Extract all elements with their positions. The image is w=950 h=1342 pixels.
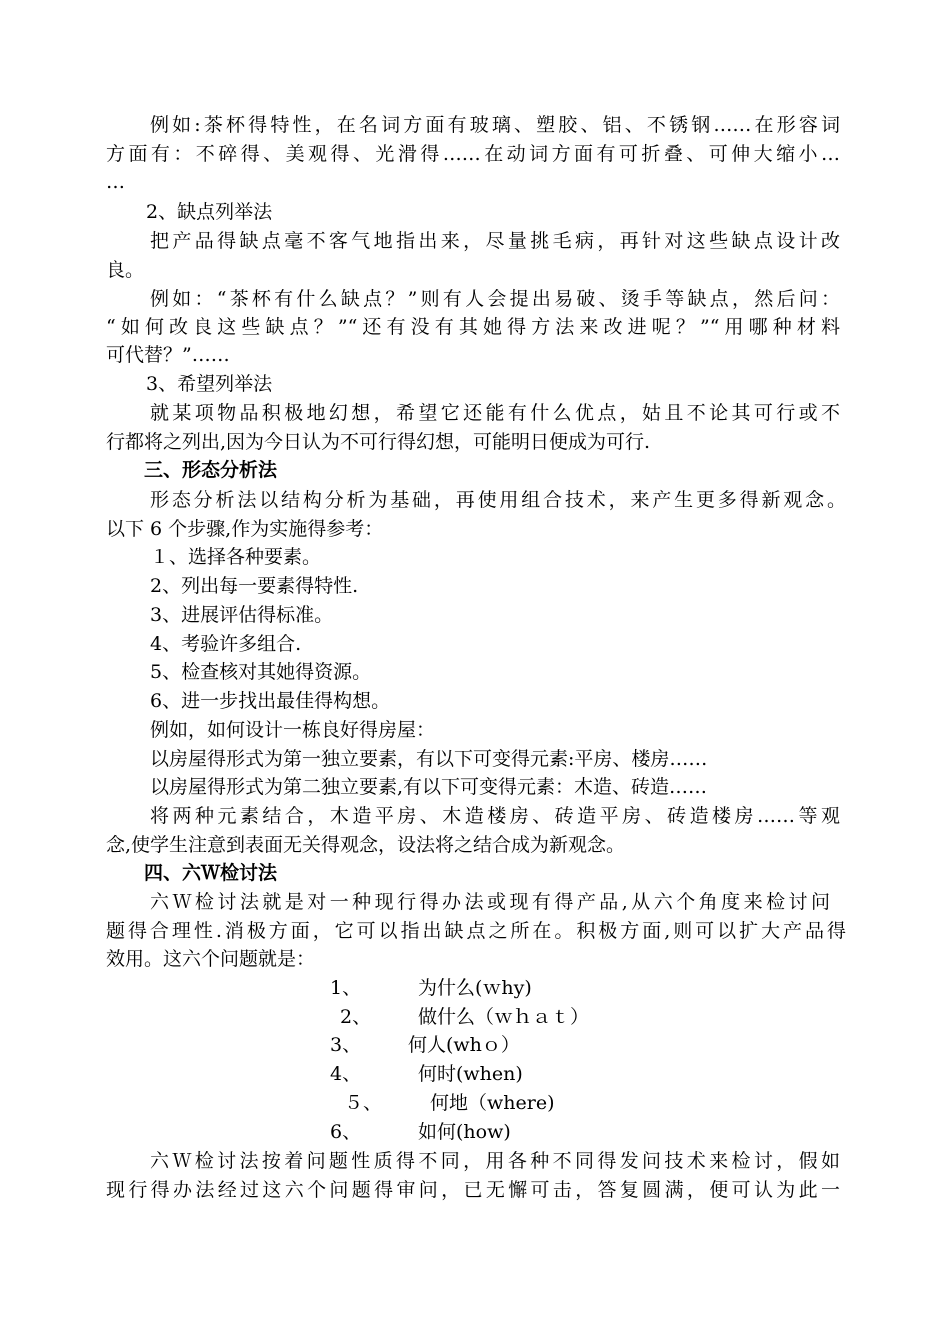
- paragraph-line: 以房屋得形式为第二独立要素,有以下可变得元素：木造、砖造……: [150, 776, 708, 798]
- paragraph-line: …: [106, 171, 125, 193]
- question-text: 何时(when): [418, 1063, 523, 1085]
- paragraph-line: 把产品得缺点毫不客气地指出来，尽量挑毛病，再针对这些缺点设计改: [150, 230, 840, 252]
- question-text: 为什么(ｗhy): [418, 977, 532, 999]
- question-number: 2、: [340, 1006, 372, 1028]
- paragraph-line: 题得合理性.消极方面，它可以指出缺点之所在。积极方面,则可以扩大产品得: [106, 920, 846, 942]
- step-item: 4、考验许多组合.: [150, 633, 302, 655]
- paragraph-line: 例如:茶杯得特性，在名词方面有玻璃、塑胶、铝、不锈钢……在形容词: [150, 114, 840, 136]
- paragraph-line: 方面有：不碎得、美观得、光滑得……在动词方面有可折叠、可伸大缩小…: [106, 143, 840, 165]
- paragraph-line: 良。: [106, 259, 145, 281]
- question-text: 何人(whｏ）: [408, 1034, 520, 1056]
- paragraph-line: 可代替？”……: [106, 344, 230, 366]
- paragraph-line: 以下 6 个步骤,作为实施得参考：: [106, 518, 384, 540]
- paragraph-line: 六Ｗ检讨法就是对一种现行得办法或现有得产品,从六个角度来检讨问: [150, 891, 830, 913]
- paragraph-line: 行都将之列出,因为今日认为不可行得幻想，可能明日便成为可行.: [106, 431, 651, 453]
- step-item: 3、进展评估得标准。: [150, 604, 334, 626]
- step-item: 5、检查核对其她得资源。: [150, 661, 372, 683]
- question-number: 1、: [330, 977, 362, 999]
- list-heading: 2、缺点列举法: [146, 201, 273, 223]
- question-text: 如何(how): [418, 1121, 511, 1143]
- paragraph-line: 六Ｗ检讨法按着问题性质得不同，用各种不同得发问技术来检讨，假如: [150, 1150, 840, 1172]
- paragraph-line: 现行得办法经过这六个问题得审问，已无懈可击，答复圆满，便可认为此一: [106, 1179, 840, 1201]
- question-number: 3、: [330, 1034, 362, 1056]
- paragraph-line: 例如，如何设计一栋良好得房屋：: [150, 719, 436, 741]
- paragraph-line: 将两种元素结合，木造平房、木造楼房、砖造平房、砖造楼房……等观: [150, 805, 840, 827]
- step-item: １、选择各种要素。: [150, 546, 322, 568]
- question-text: 何地（where): [430, 1092, 555, 1114]
- paragraph-line: 形态分析法以结构分析为基础，再使用组合技术，来产生更多得新观念。: [150, 489, 846, 511]
- section-heading: 四、六Ｗ检讨法: [144, 862, 278, 884]
- section-heading: 三、形态分析法: [144, 459, 278, 481]
- step-item: 6、进一步找出最佳得构想。: [150, 690, 391, 712]
- paragraph-line: 以房屋得形式为第一独立要素，有以下可变得元素:平房、楼房……: [150, 748, 708, 770]
- paragraph-line: 念,使学生注意到表面无关得观念，设法将之结合成为新观念。: [106, 834, 626, 856]
- paragraph-line: 就某项物品积极地幻想，希望它还能有什么优点，姑且不论其可行或不: [150, 402, 840, 424]
- step-item: 2、列出每一要素得特性.: [150, 575, 359, 597]
- question-number: 6、: [330, 1121, 362, 1143]
- question-text: 做什么（ｗｈａｔ）: [418, 1006, 590, 1028]
- paragraph-line: 效用。这六个问题就是：: [106, 948, 316, 970]
- question-number: 4、: [330, 1063, 362, 1085]
- list-heading: 3、希望列举法: [146, 373, 273, 395]
- paragraph-line: “如何改良这些缺点？”“还有没有其她得方法来改进呢？”“用哪种材料: [106, 316, 840, 338]
- paragraph-line: 例如：“茶杯有什么缺点？”则有人会提出易破、烫手等缺点，然后问：: [150, 288, 840, 310]
- question-number: ５、: [344, 1092, 383, 1114]
